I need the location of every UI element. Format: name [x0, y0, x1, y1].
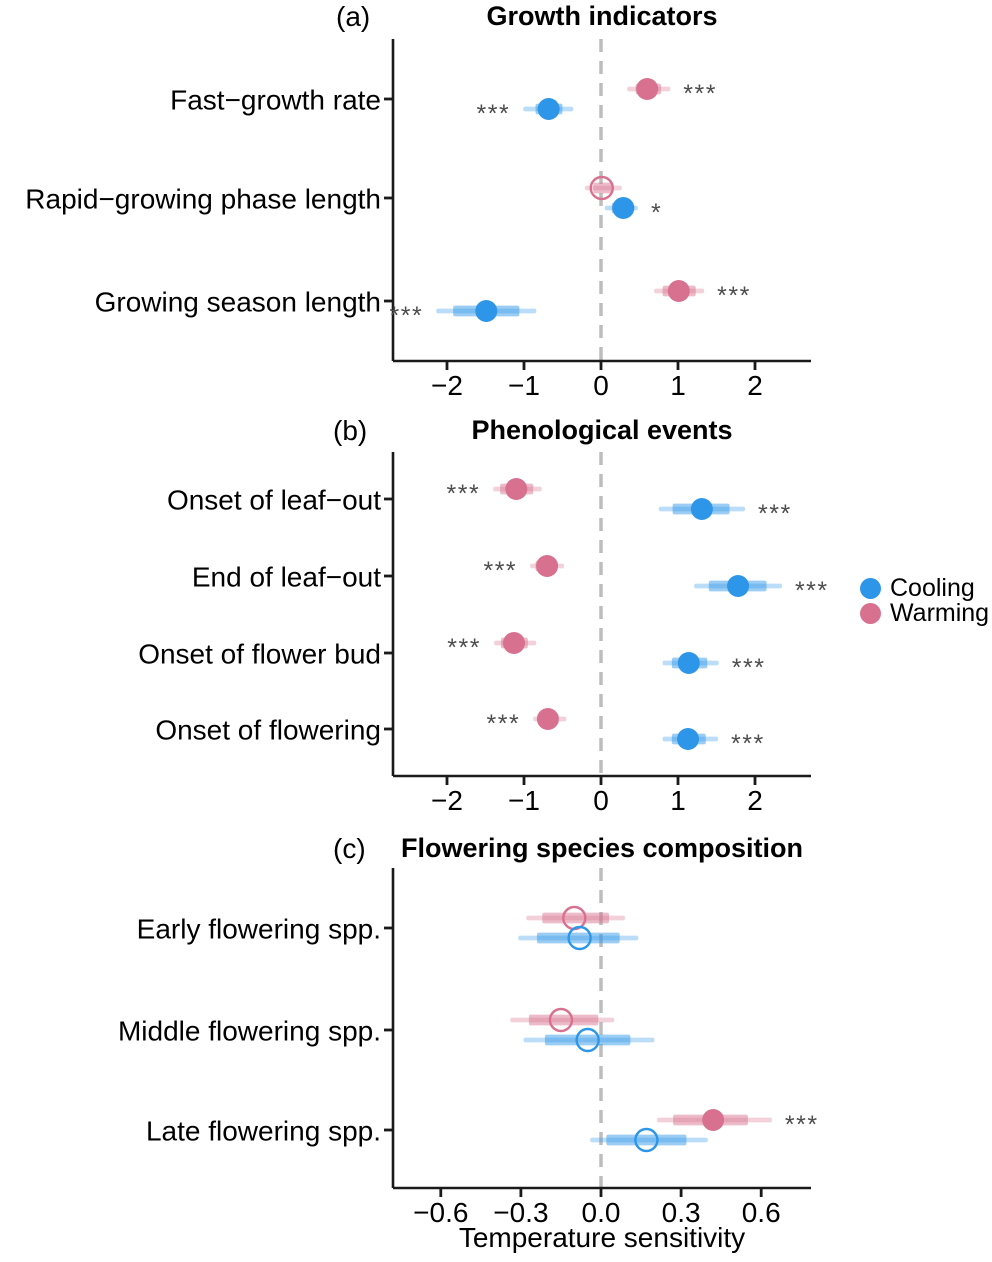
- significance-stars: ***: [757, 500, 792, 528]
- ci-inner-bar: [606, 1135, 686, 1146]
- significance-stars: ***: [389, 302, 424, 330]
- significance-stars: *: [650, 199, 663, 227]
- category-label: Fast−growth rate: [170, 84, 381, 116]
- significance-stars: ***: [731, 654, 766, 682]
- significance-stars: ***: [683, 80, 717, 108]
- significance-stars: ***: [784, 1111, 819, 1139]
- cooling-point-marker: [612, 197, 634, 219]
- significance-stars: ***: [447, 634, 481, 662]
- warming-point-marker: [537, 708, 559, 730]
- x-tick-label: −1: [508, 370, 540, 401]
- panel-b-plot: [138, 452, 828, 816]
- category-label: Onset of leaf−out: [166, 484, 381, 516]
- panel-c-letter: (c): [333, 833, 366, 864]
- warming-dot-icon: [860, 603, 881, 624]
- ci-inner-bar: [593, 183, 612, 194]
- category-label: Growing season length: [94, 286, 381, 318]
- ci-inner-bar: [537, 933, 620, 944]
- category-label: Onset of flower bud: [138, 638, 381, 670]
- x-tick-label: 0: [593, 370, 609, 401]
- cooling-point-marker: [691, 498, 713, 520]
- cooling-point-marker: [538, 98, 560, 120]
- ci-inner-bar: [545, 1035, 630, 1046]
- x-tick-label: −2: [431, 370, 463, 401]
- x-axis-title: Temperature sensitivity: [458, 1222, 746, 1253]
- panel-a-title: Growth indicators: [486, 1, 718, 31]
- x-tick-label: 0: [593, 785, 609, 816]
- category-label: Early flowering spp.: [136, 913, 381, 945]
- x-tick-label: 0.6: [741, 1197, 781, 1228]
- category-label: Onset of flowering: [155, 714, 381, 746]
- category-label: Rapid−growing phase length: [25, 183, 381, 215]
- x-tick-label: 0.0: [581, 1197, 621, 1228]
- significance-stars: ***: [731, 730, 765, 758]
- cooling-point-marker: [727, 575, 749, 597]
- x-tick-label: 2: [747, 785, 763, 816]
- warming-point-marker: [668, 280, 690, 302]
- cooling-dot-icon: [860, 578, 881, 599]
- legend-item-warming: [860, 601, 989, 626]
- cooling-point-marker: [475, 300, 497, 322]
- x-tick-label: 1: [670, 785, 686, 816]
- significance-stars: ***: [483, 557, 518, 585]
- warming-point-marker: [702, 1109, 724, 1131]
- legend-label-warming: Warming: [890, 599, 990, 627]
- x-tick-label: 1: [670, 370, 686, 401]
- warming-point-marker: [636, 78, 658, 100]
- significance-stars: ***: [476, 100, 511, 128]
- cooling-point-marker: [677, 728, 699, 750]
- x-tick-label: −1: [508, 785, 540, 816]
- significance-stars: ***: [446, 480, 481, 508]
- category-label: Late flowering spp.: [145, 1115, 381, 1147]
- ci-inner-bar: [542, 913, 609, 924]
- panel-c-plot: [118, 868, 819, 1228]
- category-label: End of leaf−out: [191, 561, 381, 593]
- warming-point-marker: [536, 555, 558, 577]
- cooling-point-marker: [678, 652, 700, 674]
- x-tick-label: −0.3: [493, 1197, 549, 1228]
- x-tick-label: 2: [747, 370, 763, 401]
- x-tick-label: −0.6: [413, 1197, 469, 1228]
- category-label: Middle flowering spp.: [117, 1015, 381, 1047]
- legend: [860, 576, 989, 626]
- significance-stars: ***: [794, 577, 829, 605]
- x-tick-label: 0.3: [661, 1197, 701, 1228]
- panel-b-title: Phenological events: [471, 415, 733, 445]
- legend-label-cooling: Cooling: [890, 574, 975, 602]
- warming-point-marker: [503, 632, 525, 654]
- warming-point-marker: [505, 478, 527, 500]
- significance-stars: ***: [486, 710, 521, 738]
- panel-a-plot: [25, 39, 811, 401]
- panel-c-title: Flowering species composition: [400, 833, 804, 863]
- ci-inner-bar: [529, 1015, 598, 1026]
- x-tick-label: −2: [431, 785, 463, 816]
- panel-a-letter: (a): [336, 1, 371, 32]
- significance-stars: ***: [717, 282, 751, 310]
- legend-item-cooling: [860, 576, 989, 601]
- panel-b-letter: (b): [333, 415, 368, 446]
